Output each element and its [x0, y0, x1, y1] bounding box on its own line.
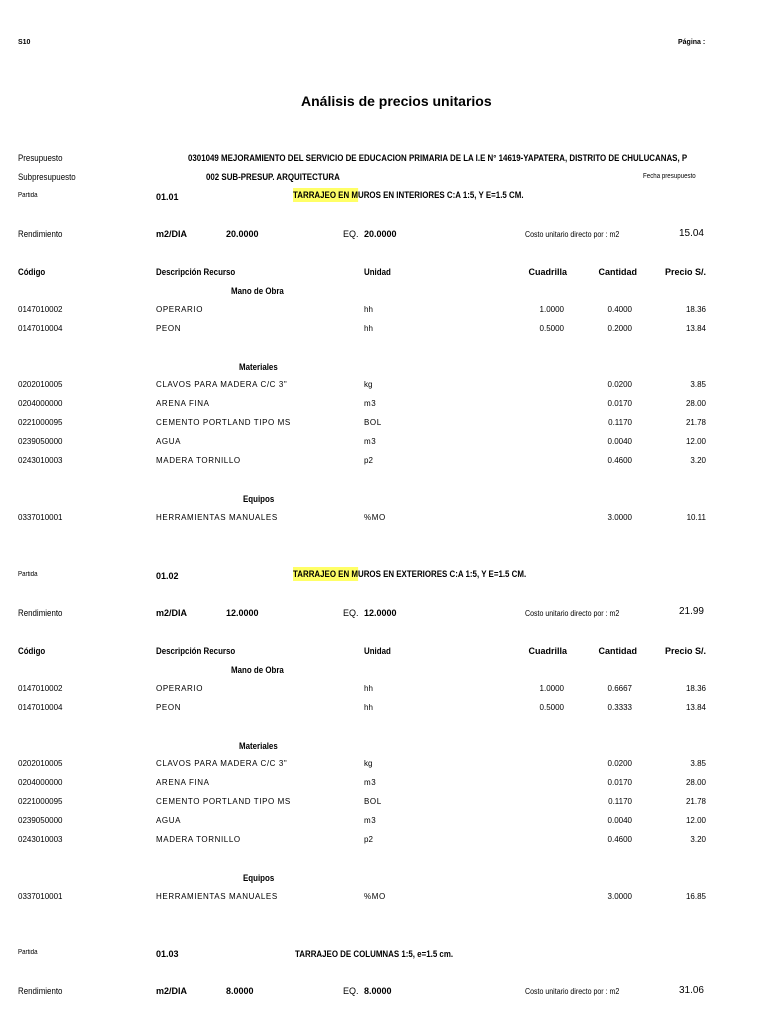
resource-cantidad: 0.1170 [608, 418, 632, 427]
resource-precio: 21.78 [685, 797, 706, 806]
col-unidad: Unidad [364, 267, 391, 277]
rendimiento-value: 12.0000 [226, 608, 259, 618]
rendimiento-unit: m2/DIA [156, 986, 188, 996]
eq-value: 20.0000 [364, 229, 397, 239]
resource-description: CLAVOS PARA MADERA C/C 3" [156, 380, 288, 389]
resource-unit: m3 [364, 816, 377, 825]
resource-description: MADERA TORNILLO [156, 456, 241, 465]
eq-label: EQ. [343, 986, 359, 996]
subpresupuesto-value: 002 SUB-PRESUP. ARQUITECTURA [206, 172, 340, 182]
col-descripcion: Descripción Recurso [156, 646, 236, 656]
resource-precio: 28.00 [685, 778, 706, 787]
resource-cuadrilla: 0.5000 [539, 703, 564, 712]
resource-cantidad: 0.6667 [607, 684, 632, 693]
resource-unit: p2 [364, 835, 373, 844]
resource-code: 0243010003 [18, 456, 63, 465]
partida-description-rest: UROS EN INTERIORES C:A 1:5, Y E=1.5 CM. [357, 190, 524, 200]
resource-unit: kg [364, 380, 373, 389]
eq-value: 8.0000 [364, 986, 392, 996]
rendimiento-label: Rendimiento [18, 229, 63, 239]
costo-value: 15.04 [678, 228, 704, 239]
rendimiento-unit: m2/DIA [156, 608, 188, 618]
resource-cantidad: 0.3333 [607, 703, 632, 712]
resource-unit: %MO [364, 513, 386, 522]
rendimiento-value: 8.0000 [226, 986, 254, 996]
costo-value: 21.99 [678, 606, 704, 617]
resource-cuadrilla: 0.5000 [539, 324, 564, 333]
costo-label: Costo unitario directo por : m2 [525, 987, 620, 996]
resource-cantidad: 0.0040 [607, 816, 632, 825]
resource-cantidad: 3.0000 [607, 892, 632, 901]
resource-precio: 13.84 [685, 703, 706, 712]
resource-unit: p2 [364, 456, 373, 465]
resource-precio: 18.36 [685, 305, 706, 314]
resource-unit: hh [364, 684, 373, 693]
subpresupuesto-label: Subpresupuesto [18, 172, 76, 182]
rendimiento-value: 20.0000 [226, 229, 259, 239]
col-cuadrilla: Cuadrilla [528, 267, 567, 277]
resource-precio: 3.85 [690, 380, 706, 389]
resource-precio: 12.00 [685, 816, 706, 825]
partida-description-highlight: TARRAJEO EN M [293, 569, 358, 579]
resource-description: CLAVOS PARA MADERA C/C 3" [156, 759, 288, 768]
col-descripcion: Descripción Recurso [156, 267, 236, 277]
resource-cantidad: 0.0200 [607, 380, 632, 389]
resource-cuadrilla: 1.0000 [539, 305, 564, 314]
resource-precio: 28.00 [685, 399, 706, 408]
section-mano-de-obra: Mano de Obra [231, 286, 284, 296]
costo-label: Costo unitario directo por : m2 [525, 230, 620, 239]
resource-description: HERRAMIENTAS MANUALES [156, 892, 278, 901]
resource-code: 0221000095 [18, 797, 63, 806]
resource-precio: 12.00 [685, 437, 706, 446]
section-materiales: Materiales [239, 741, 278, 751]
page-title: Análisis de precios unitarios [301, 93, 492, 109]
partida-label: Partida [18, 192, 38, 199]
col-codigo: Código [18, 646, 46, 656]
partida-code: 01.03 [156, 949, 179, 959]
resource-code: 0204000000 [18, 399, 63, 408]
col-precio: Precio S/. [664, 646, 706, 656]
col-cuadrilla: Cuadrilla [528, 646, 567, 656]
resource-unit: BOL [364, 418, 382, 427]
resource-unit: m3 [364, 437, 377, 446]
section-mano-de-obra: Mano de Obra [231, 665, 284, 675]
resource-cantidad: 0.0200 [607, 759, 632, 768]
resource-precio: 3.20 [690, 835, 706, 844]
resource-description: AGUA [156, 816, 182, 825]
resource-unit: hh [364, 324, 373, 333]
presupuesto-value: 0301049 MEJORAMIENTO DEL SERVICIO DE EDUCACION PRIMARIA DE LA I.E N° 14619-YAPATERA, DISTRITO DE CHULUCANAS, P [188, 153, 688, 163]
presupuesto-label: Presupuesto [18, 153, 63, 163]
resource-unit: hh [364, 703, 373, 712]
resource-code: 0221000095 [18, 418, 63, 427]
resource-precio: 3.85 [690, 759, 706, 768]
eq-label: EQ. [343, 608, 359, 618]
section-equipos: Equipos [243, 873, 275, 883]
resource-description: PEON [156, 703, 182, 712]
partida-label: Partida [18, 949, 38, 956]
resource-precio: 10.11 [686, 513, 706, 522]
partida-description [293, 569, 526, 579]
page-label: Página : [678, 39, 706, 46]
resource-description: CEMENTO PORTLAND TIPO MS [156, 797, 291, 806]
col-cantidad: Cantidad [598, 267, 637, 277]
resource-description: OPERARIO [156, 305, 204, 314]
resource-description: OPERARIO [156, 684, 204, 693]
partida-description [293, 190, 524, 200]
eq-value: 12.0000 [364, 608, 397, 618]
resource-unit: hh [364, 305, 373, 314]
resource-precio: 18.36 [685, 684, 706, 693]
partida-description-highlight: TARRAJEO EN M [293, 190, 358, 200]
resource-description: MADERA TORNILLO [156, 835, 241, 844]
resource-cantidad: 0.1170 [608, 797, 632, 806]
resource-cantidad: 0.0170 [607, 399, 632, 408]
resource-precio: 3.20 [690, 456, 706, 465]
rendimiento-label: Rendimiento [18, 986, 63, 996]
resource-cantidad: 0.0040 [607, 437, 632, 446]
section-materiales: Materiales [239, 362, 278, 372]
partida-description-rest: UROS EN EXTERIORES C:A 1:5, Y E=1.5 CM. [357, 569, 527, 579]
fecha-presupuesto-label: Fecha presupuesto [643, 173, 696, 180]
resource-unit: BOL [364, 797, 382, 806]
col-codigo: Código [18, 267, 46, 277]
resource-code: 0204000000 [18, 778, 63, 787]
resource-cantidad: 0.2000 [607, 324, 632, 333]
resource-code: 0202010005 [18, 380, 63, 389]
resource-description: HERRAMIENTAS MANUALES [156, 513, 278, 522]
rendimiento-unit: m2/DIA [156, 229, 188, 239]
costo-value: 31.06 [678, 985, 704, 996]
partida-description: TARRAJEO DE COLUMNAS 1:5, e=1.5 cm. [295, 949, 454, 959]
resource-cantidad: 0.0170 [607, 778, 632, 787]
resource-unit: m3 [364, 778, 377, 787]
resource-code: 0239050000 [18, 437, 63, 446]
resource-cantidad: 0.4600 [607, 835, 632, 844]
resource-code: 0202010005 [18, 759, 63, 768]
section-equipos: Equipos [243, 494, 275, 504]
resource-code: 0337010001 [18, 513, 63, 522]
resource-code: 0243010003 [18, 835, 63, 844]
resource-code: 0147010002 [18, 305, 63, 314]
partida-label: Partida [18, 571, 38, 578]
resource-code: 0337010001 [18, 892, 63, 901]
rendimiento-label: Rendimiento [18, 608, 63, 618]
resource-description: CEMENTO PORTLAND TIPO MS [156, 418, 291, 427]
resource-description: ARENA FINA [156, 778, 210, 787]
col-precio: Precio S/. [664, 267, 706, 277]
resource-code: 0147010004 [18, 703, 63, 712]
resource-precio: 21.78 [685, 418, 706, 427]
resource-unit: m3 [364, 399, 377, 408]
resource-code: 0147010002 [18, 684, 63, 693]
resource-precio: 16.85 [685, 892, 706, 901]
report-code: S10 [18, 39, 31, 46]
resource-precio: 13.84 [685, 324, 706, 333]
eq-label: EQ. [343, 229, 359, 239]
resource-description: ARENA FINA [156, 399, 210, 408]
partida-code: 01.01 [156, 192, 179, 202]
resource-cuadrilla: 1.0000 [539, 684, 564, 693]
resource-code: 0239050000 [18, 816, 63, 825]
partida-code: 01.02 [156, 571, 179, 581]
resource-description: AGUA [156, 437, 182, 446]
resource-cantidad: 0.4600 [607, 456, 632, 465]
resource-description: PEON [156, 324, 182, 333]
resource-cantidad: 0.4000 [607, 305, 632, 314]
col-cantidad: Cantidad [598, 646, 637, 656]
costo-label: Costo unitario directo por : m2 [525, 609, 620, 618]
resource-unit: kg [364, 759, 373, 768]
col-unidad: Unidad [364, 646, 391, 656]
resource-cantidad: 3.0000 [607, 513, 632, 522]
resource-unit: %MO [364, 892, 386, 901]
resource-code: 0147010004 [18, 324, 63, 333]
